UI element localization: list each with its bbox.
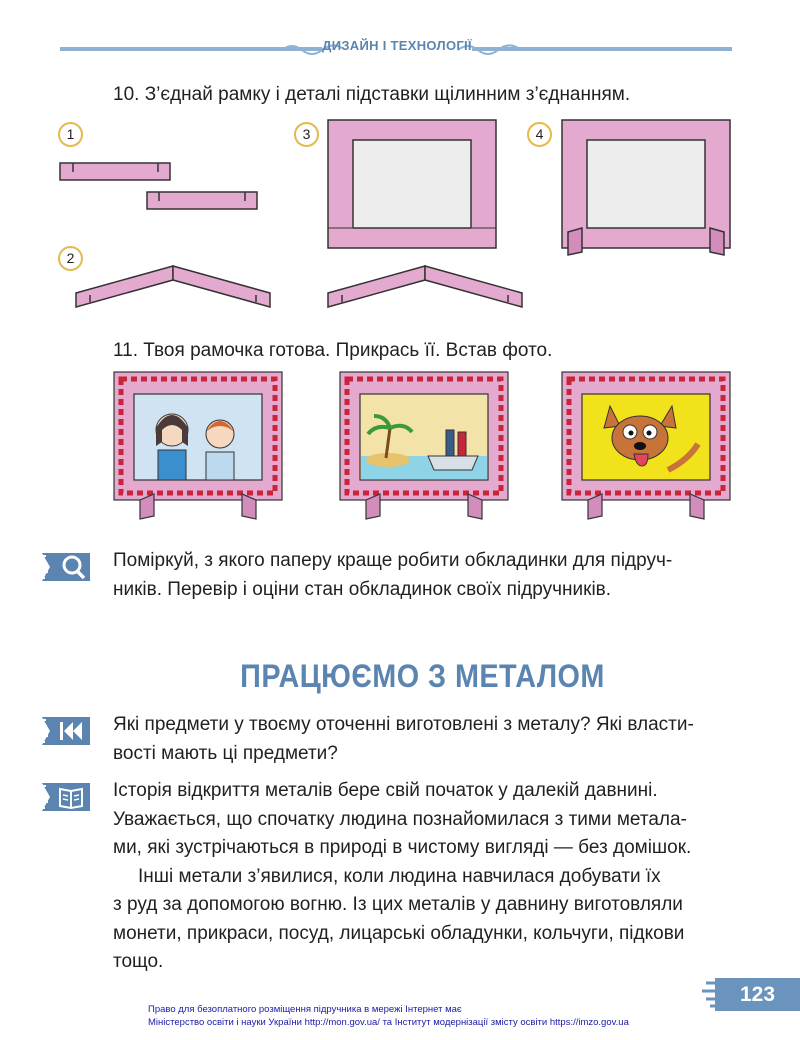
think-paragraph bbox=[113, 547, 733, 604]
reading-line-5: з руд за допомогою вогню. Із цих металів у давнину виготовляли bbox=[113, 894, 683, 915]
task-10-text: 10. З’єднай рамку і деталі підставки щілинним з’єднанням. bbox=[113, 84, 631, 105]
question-line-2: вості мають ці предмети? bbox=[113, 742, 338, 764]
step-3-joined-strips bbox=[322, 258, 532, 313]
question-paragraph bbox=[113, 711, 733, 768]
rewind-icon bbox=[40, 714, 94, 748]
step-number-1: 1 bbox=[58, 122, 83, 147]
step-1-strips bbox=[55, 155, 265, 215]
decorated-frame-children-photo bbox=[112, 370, 288, 520]
step-number-2: 2 bbox=[58, 246, 83, 271]
think-line-2: ників. Перевір і оціни стан обкладинок своїх підручників. bbox=[113, 578, 612, 600]
step-2-joined-strips bbox=[70, 258, 280, 313]
step-3-frame bbox=[326, 118, 498, 252]
decorated-frame-island-photo bbox=[338, 370, 514, 520]
step-4-frame-with-stand bbox=[560, 118, 740, 258]
decorated-frame-dog-photo bbox=[560, 370, 736, 520]
think-line-1: Поміркуй, з якого паперу краще робити обкладинки для підруч- bbox=[113, 550, 673, 571]
reading-line-1: Історія відкриття металів бере свій початок у далекій давнині. bbox=[113, 780, 658, 801]
reading-line-6: монети, прикраси, посуд, лицарські обладунки, кольчуги, підкови bbox=[113, 922, 685, 944]
reading-line-7: тощо. bbox=[113, 951, 164, 972]
footer-line-2: Міністерство освіти і науки України http://mon.gov.ua/ та Інститут модернізації змісту освіти https://imzo.gov.ua bbox=[148, 1017, 629, 1028]
header-title: ДИЗАЙН І ТЕХНОЛОГІЇ bbox=[322, 38, 472, 53]
footer-notice bbox=[148, 1003, 629, 1029]
reading-line-2: Уважається, що спочатку людина познайомилася з тими метала- bbox=[113, 808, 687, 830]
page-number: 123 bbox=[715, 978, 800, 1011]
book-icon bbox=[40, 780, 94, 814]
question-line-1: Які предмети у твоєму оточенні виготовлені з металу? Які власти- bbox=[113, 714, 694, 735]
step-number-4: 4 bbox=[527, 122, 552, 147]
step-number-3: 3 bbox=[294, 122, 319, 147]
footer-line-1: Право для безоплатного розміщення підручника в мережі Інтернет має bbox=[148, 1004, 462, 1015]
task-11-text: 11. Твоя рамочка готова. Прикрась її. Встав фото. bbox=[113, 340, 553, 361]
section-title: ПРАЦЮЄМО З МЕТАЛОМ bbox=[240, 658, 605, 694]
reading-line-3: ми, які зустрічаються в природі в чистому вигляді — без домішок. bbox=[113, 837, 692, 858]
reading-paragraph bbox=[113, 777, 733, 977]
reading-line-4: Інші метали з’явилися, коли людина навчилася добувати їх bbox=[138, 865, 661, 887]
magnifier-icon bbox=[40, 550, 94, 584]
